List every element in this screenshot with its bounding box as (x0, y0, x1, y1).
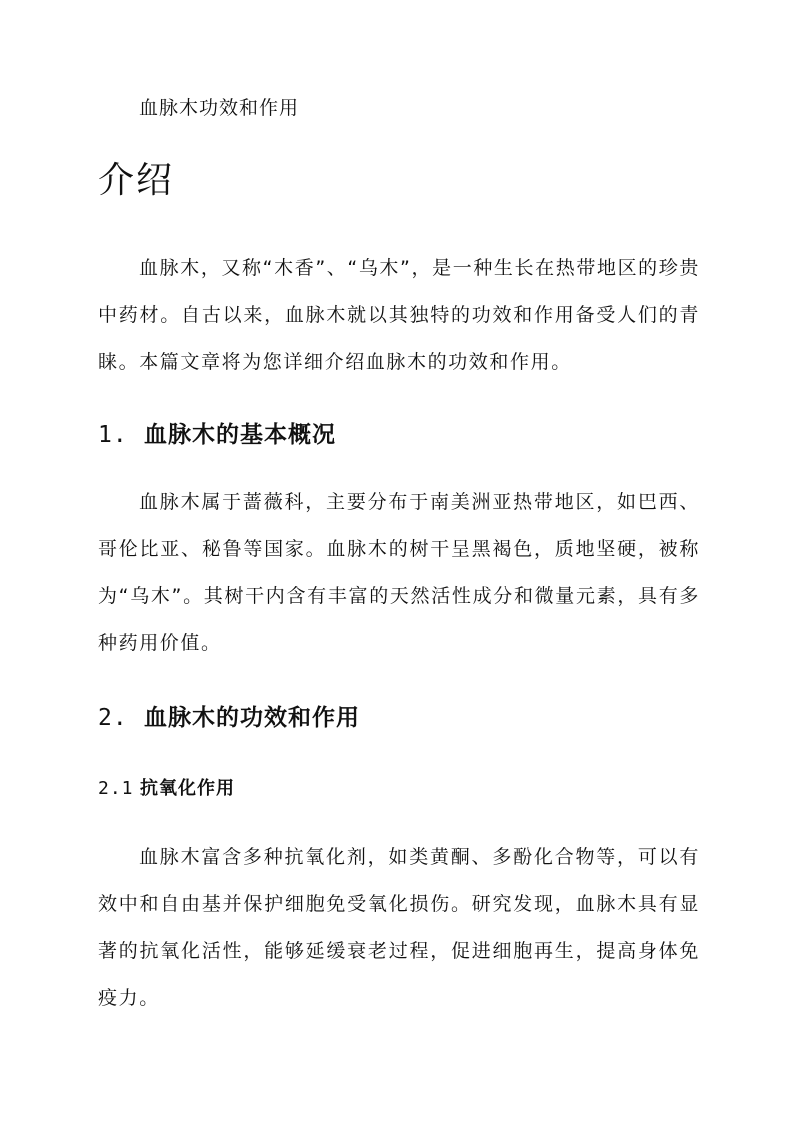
section-2-heading (98, 701, 360, 735)
section-1-heading (98, 418, 336, 452)
intro-heading: 介绍 (98, 160, 175, 201)
subsection-2-1-paragraph: 血脉木富含多种抗氧化剂，如类黄酮、多酚化合物等，可以有效中和自由基并保护细胞免受氧化损伤。研究发现，血脉木具有显著的抗氧化活性，能够延缓衰老过程，促进细胞再生，提高身体免疫力。 (98, 846, 700, 1009)
section-1-title: 血脉木的基本概况 (144, 422, 336, 448)
subsection-2-1-title: 抗氧化作用 (140, 778, 235, 799)
section-2-title: 血脉木的功效和作用 (144, 705, 360, 731)
subsection-2-1-heading (98, 775, 235, 803)
document-title: 血脉木功效和作用 (139, 97, 300, 119)
section-1-paragraph: 血脉木属于蔷薇科，主要分布于南美洲亚热带地区，如巴西、哥伦比亚、秘鲁等国家。血脉木的树干呈黑褐色，质地坚硬，被称为“乌木”。其树干内含有丰富的天然活性成分和微量元素，具有多种药用价值。 (98, 491, 700, 654)
section-2-number: 2. (98, 705, 128, 731)
subsection-2-1-number: 2.1 (98, 778, 134, 799)
intro-paragraph: 血脉木，又称“木香”、“乌木”，是一种生长在热带地区的珍贵中药材。自古以来，血脉木就以其独特的功效和作用备受人们的青睐。本篇文章将为您详细介绍血脉木的功效和作用。 (98, 257, 700, 373)
section-1-number: 1. (98, 422, 128, 448)
